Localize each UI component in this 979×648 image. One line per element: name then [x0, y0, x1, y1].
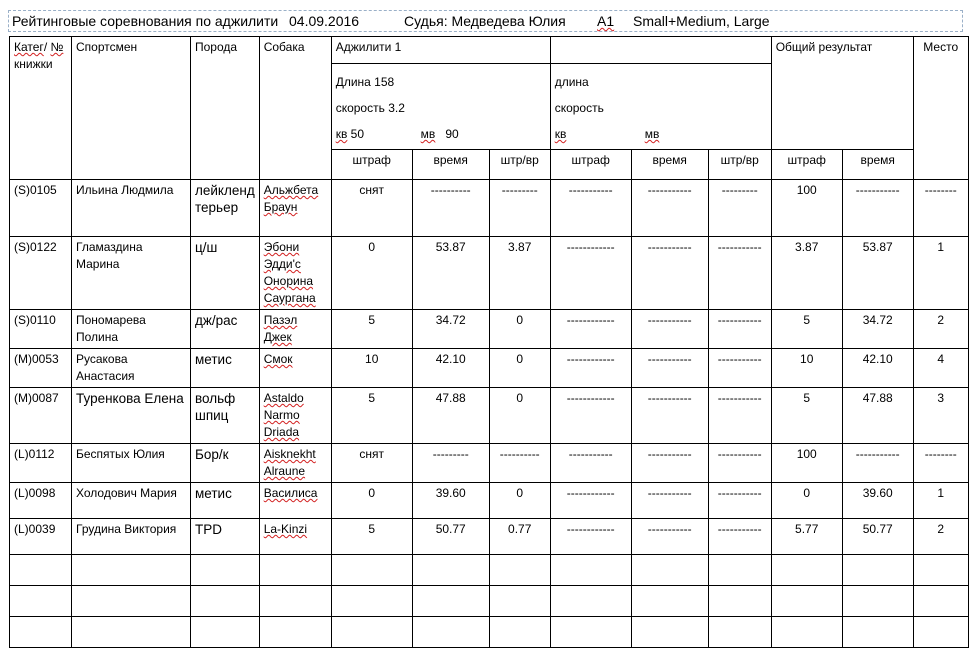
- cell-run2-time: -----------: [631, 388, 708, 444]
- empty-cell: [631, 617, 708, 648]
- cell-run1-time: ----------: [412, 180, 489, 237]
- cell-overall-penalty: 100: [771, 444, 842, 483]
- column-header-run1: Аджилити 1: [331, 37, 550, 64]
- run2-params: [550, 64, 771, 150]
- cell-run1-ratio: 0.77: [489, 519, 550, 555]
- cell-overall-penalty: 5: [771, 310, 842, 349]
- cell-run1-time: 39.60: [412, 483, 489, 519]
- cell-run1-penalty: 5: [331, 310, 412, 349]
- empty-cell: [631, 555, 708, 586]
- cell-run1-time: 42.10: [412, 349, 489, 388]
- cell-place: 2: [913, 310, 968, 349]
- cell-dog: Astaldo Narmo Driada: [259, 388, 331, 444]
- cell-dog: Пазэл Джек: [259, 310, 331, 349]
- cell-run1-penalty: 0: [331, 483, 412, 519]
- cell-breed: вольф шпиц: [191, 388, 260, 444]
- cell-breed: метис: [191, 349, 260, 388]
- cell-category: (S)0122: [10, 237, 72, 310]
- cell-athlete: Беспятых Юлия: [72, 444, 191, 483]
- cell-run2-penalty: -----------: [550, 180, 631, 237]
- empty-cell: [489, 617, 550, 648]
- cell-dog: La-Kinzi: [259, 519, 331, 555]
- run2-speed: скорость: [554, 101, 604, 115]
- cell-dog: Эбони Эдди'с Онорина Саургана: [259, 237, 331, 310]
- column-header-athlete: Спортсмен: [72, 37, 191, 180]
- cell-run2-penalty: ------------: [550, 388, 631, 444]
- cell-run2-penalty: ------------: [550, 519, 631, 555]
- cell-athlete: Грудина Виктория: [72, 519, 191, 555]
- cell-place: 1: [913, 237, 968, 310]
- cell-category: (M)0087: [10, 388, 72, 444]
- cell-breed: лейкленд терьер: [191, 180, 260, 237]
- table-row: [10, 349, 969, 388]
- empty-cell: [771, 555, 842, 586]
- column-header-run2: [550, 37, 771, 64]
- run2-ratio-header: штр/вр: [708, 150, 771, 180]
- table-row: [10, 237, 969, 310]
- cell-run1-penalty: снят: [331, 180, 412, 237]
- column-header-dog: Собака: [259, 37, 331, 180]
- cell-run2-penalty: ------------: [550, 237, 631, 310]
- size-groups: Small+Medium, Large: [633, 13, 770, 29]
- cell-run2-time: -----------: [631, 519, 708, 555]
- empty-cell: [412, 586, 489, 617]
- cell-category: (L)0098: [10, 483, 72, 519]
- empty-cell: [412, 555, 489, 586]
- empty-cell: [10, 586, 72, 617]
- cell-breed: Бор/к: [191, 444, 260, 483]
- empty-cell: [842, 617, 913, 648]
- cell-athlete: Холодович Мария: [72, 483, 191, 519]
- cell-overall-penalty: 3.87: [771, 237, 842, 310]
- empty-cell: [489, 586, 550, 617]
- cell-run2-ratio: ---------: [708, 180, 771, 237]
- cell-dog: Василиса: [259, 483, 331, 519]
- run1-limits: кв 50 мв 90: [335, 127, 459, 141]
- cell-overall-time: 50.77: [842, 519, 913, 555]
- cell-run1-penalty: 5: [331, 519, 412, 555]
- table-row: [10, 388, 969, 444]
- empty-cell: [913, 617, 968, 648]
- empty-cell: [191, 555, 260, 586]
- cell-overall-penalty: 10: [771, 349, 842, 388]
- cell-place: 3: [913, 388, 968, 444]
- cell-run1-time: 47.88: [412, 388, 489, 444]
- empty-cell: [72, 586, 191, 617]
- cell-overall-penalty: 5: [771, 388, 842, 444]
- table-row: [10, 519, 969, 555]
- cell-breed: метис: [191, 483, 260, 519]
- run1-time-header: время: [412, 150, 489, 180]
- cell-overall-time: -----------: [842, 180, 913, 237]
- cell-run2-time: -----------: [631, 349, 708, 388]
- cell-overall-time: 53.87: [842, 237, 913, 310]
- cell-run1-time: ---------: [412, 444, 489, 483]
- column-header-place: Место: [913, 37, 968, 180]
- cell-run1-penalty: 5: [331, 388, 412, 444]
- empty-cell: [550, 555, 631, 586]
- cell-run1-time: 50.77: [412, 519, 489, 555]
- run1-penalty-header: штраф: [331, 150, 412, 180]
- cell-run1-penalty: снят: [331, 444, 412, 483]
- empty-cell: [191, 617, 260, 648]
- empty-row: [10, 555, 969, 586]
- empty-cell: [259, 617, 331, 648]
- empty-row: [10, 586, 969, 617]
- competition-date: 04.09.2016: [289, 13, 360, 29]
- run1-length: Длина 158: [335, 75, 395, 89]
- empty-cell: [331, 617, 412, 648]
- empty-cell: [631, 586, 708, 617]
- cell-run1-ratio: 3.87: [489, 237, 550, 310]
- empty-cell: [771, 617, 842, 648]
- empty-cell: [913, 555, 968, 586]
- cell-place: --------: [913, 444, 968, 483]
- empty-cell: [10, 555, 72, 586]
- empty-cell: [72, 617, 191, 648]
- empty-cell: [259, 586, 331, 617]
- cell-run2-ratio: -----------: [708, 483, 771, 519]
- overall-time-header: время: [842, 150, 913, 180]
- run2-length: длина: [554, 75, 589, 89]
- cell-run1-ratio: 0: [489, 483, 550, 519]
- cell-athlete: Ильина Людмила: [72, 180, 191, 237]
- cell-run2-time: -----------: [631, 310, 708, 349]
- table-row: [10, 180, 969, 237]
- cell-run2-penalty: -----------: [550, 444, 631, 483]
- empty-cell: [913, 586, 968, 617]
- run1-speed: скорость 3.2: [335, 101, 405, 115]
- cell-run2-penalty: ------------: [550, 310, 631, 349]
- results-body: [10, 180, 969, 648]
- empty-cell: [191, 586, 260, 617]
- cell-run2-ratio: -----------: [708, 237, 771, 310]
- header-row-1: [10, 37, 969, 64]
- empty-cell: [550, 617, 631, 648]
- overall-penalty-header: штраф: [771, 150, 842, 180]
- empty-cell: [842, 586, 913, 617]
- cell-run1-ratio: ---------: [489, 180, 550, 237]
- empty-row: [10, 617, 969, 648]
- run2-time-header: время: [631, 150, 708, 180]
- cell-run1-time: 53.87: [412, 237, 489, 310]
- cell-run2-penalty: ------------: [550, 483, 631, 519]
- run2-penalty-header: штраф: [550, 150, 631, 180]
- cell-place: 4: [913, 349, 968, 388]
- empty-cell: [10, 617, 72, 648]
- cell-place: 1: [913, 483, 968, 519]
- cell-overall-time: 39.60: [842, 483, 913, 519]
- cell-run2-time: -----------: [631, 180, 708, 237]
- cell-run2-ratio: -----------: [708, 310, 771, 349]
- cell-category: (S)0110: [10, 310, 72, 349]
- empty-cell: [708, 586, 771, 617]
- cell-run1-ratio: ----------: [489, 444, 550, 483]
- cell-place: 2: [913, 519, 968, 555]
- empty-cell: [489, 555, 550, 586]
- cell-run1-ratio: 0: [489, 349, 550, 388]
- empty-cell: [412, 617, 489, 648]
- cell-run2-ratio: -----------: [708, 444, 771, 483]
- empty-cell: [259, 555, 331, 586]
- cell-dog: Aisknekht Alraune: [259, 444, 331, 483]
- column-header-category: Катег/ № книжки: [10, 37, 72, 180]
- cell-run2-time: -----------: [631, 237, 708, 310]
- run1-ratio-header: штр/вр: [489, 150, 550, 180]
- results-table: [9, 36, 969, 648]
- column-header-overall: Общий результат: [771, 37, 913, 150]
- cell-breed: дж/рас: [191, 310, 260, 349]
- cell-run1-time: 34.72: [412, 310, 489, 349]
- cell-run1-ratio: 0: [489, 388, 550, 444]
- cell-dog: Смок: [259, 349, 331, 388]
- cell-category: (L)0112: [10, 444, 72, 483]
- empty-cell: [771, 586, 842, 617]
- document-header: [8, 10, 963, 32]
- empty-cell: [708, 555, 771, 586]
- cell-athlete: Гламаздина Марина: [72, 237, 191, 310]
- judge-name: Судья: Медведева Юлия: [404, 13, 566, 29]
- class-label: A1: [597, 13, 615, 29]
- empty-cell: [331, 586, 412, 617]
- cell-run2-penalty: ------------: [550, 349, 631, 388]
- cell-category: (M)0053: [10, 349, 72, 388]
- cell-athlete: Пономарева Полина: [72, 310, 191, 349]
- cell-run2-ratio: -----------: [708, 349, 771, 388]
- cell-run1-penalty: 10: [331, 349, 412, 388]
- cell-dog: Альжбета Браун: [259, 180, 331, 237]
- empty-cell: [72, 555, 191, 586]
- cell-athlete: Русакова Анастасия: [72, 349, 191, 388]
- empty-cell: [708, 617, 771, 648]
- table-row: [10, 444, 969, 483]
- cell-overall-time: 42.10: [842, 349, 913, 388]
- table-row: [10, 483, 969, 519]
- cell-run2-time: -----------: [631, 483, 708, 519]
- cell-overall-penalty: 5.77: [771, 519, 842, 555]
- cell-athlete: Туренкова Елена: [72, 388, 191, 444]
- cell-breed: ц/ш: [191, 237, 260, 310]
- cell-run2-ratio: -----------: [708, 519, 771, 555]
- cell-category: (L)0039: [10, 519, 72, 555]
- cell-overall-time: -----------: [842, 444, 913, 483]
- competition-title: Рейтинговые соревнования по аджилити: [12, 13, 279, 29]
- cell-breed: TPD: [191, 519, 260, 555]
- table-row: [10, 310, 969, 349]
- cell-run2-ratio: -----------: [708, 388, 771, 444]
- cell-overall-time: 34.72: [842, 310, 913, 349]
- run1-params: [331, 64, 550, 150]
- cell-category: (S)0105: [10, 180, 72, 237]
- empty-cell: [331, 555, 412, 586]
- cell-place: --------: [913, 180, 968, 237]
- cell-run2-time: -----------: [631, 444, 708, 483]
- run2-limits: кв мв: [554, 127, 660, 141]
- cell-run1-ratio: 0: [489, 310, 550, 349]
- empty-cell: [550, 586, 631, 617]
- empty-cell: [842, 555, 913, 586]
- cell-run1-penalty: 0: [331, 237, 412, 310]
- column-header-breed: Порода: [191, 37, 260, 180]
- cell-overall-penalty: 0: [771, 483, 842, 519]
- cell-overall-penalty: 100: [771, 180, 842, 237]
- cell-overall-time: 47.88: [842, 388, 913, 444]
